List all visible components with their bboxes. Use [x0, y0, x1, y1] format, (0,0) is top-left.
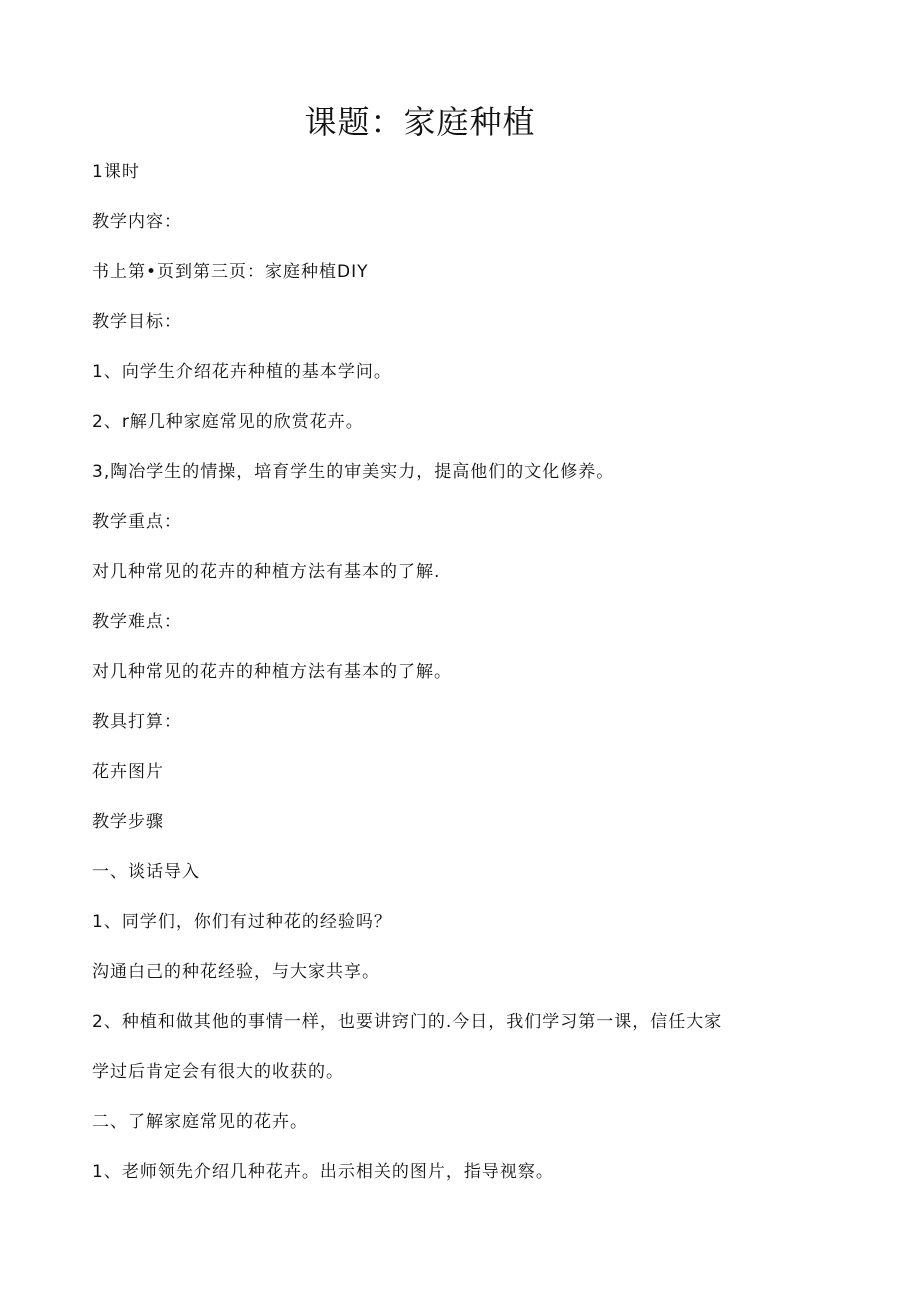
- goal-item-3: 3,陶冶学生的情操，培育学生的审美实力，提高他们的文化修养。: [92, 462, 615, 482]
- difficult-points-text: 对几种常见的花卉的种植方法有基本的了解。: [92, 662, 452, 682]
- section-one-item-1: 1、同学们，你们有过种花的经验吗？: [92, 912, 392, 932]
- difficult-points-heading: 教学难点：: [92, 612, 182, 632]
- section-one-heading: 一、谈话导入: [92, 862, 200, 882]
- section-one-item-2: 2、种植和做其他的事情一样，也要讲窍门的.今日，我们学习第一课，信任大家: [92, 1012, 723, 1032]
- class-hours: 1课时: [92, 162, 140, 182]
- teaching-aids-heading: 教具打算：: [92, 712, 182, 732]
- section-one-item-2-continued: 学过后肯定会有很大的收获的。: [92, 1062, 344, 1082]
- goal-item-2: 2、r解几种家庭常见的欣赏花卉。: [92, 412, 364, 432]
- teaching-content-heading: 教学内容：: [92, 212, 182, 232]
- teaching-aids-text: 花卉图片: [92, 762, 164, 782]
- section-one-item-1-detail: 沟通白己的种花经验，与大家共享。: [92, 962, 380, 982]
- key-points-text: 对几种常见的花卉的种植方法有基本的了解.: [92, 562, 441, 582]
- goal-item-1: 1、向学生介绍花卉种植的基本学问。: [92, 362, 392, 382]
- key-points-heading: 教学重点：: [92, 512, 182, 532]
- teaching-steps-heading: 教学步骤: [92, 812, 164, 832]
- document-title: 课题：家庭种植: [304, 103, 536, 141]
- document-body: [92, 160, 792, 1210]
- teaching-content-text: 书上第•页到第三页：家庭种植DIY: [92, 262, 369, 282]
- section-two-item-1: 1、老师领先介绍几种花卉。出示相关的图片，指导视察。: [92, 1162, 554, 1182]
- teaching-goals-heading: 教学目标：: [92, 312, 182, 332]
- section-two-heading: 二、了解家庭常见的花卉。: [92, 1112, 308, 1132]
